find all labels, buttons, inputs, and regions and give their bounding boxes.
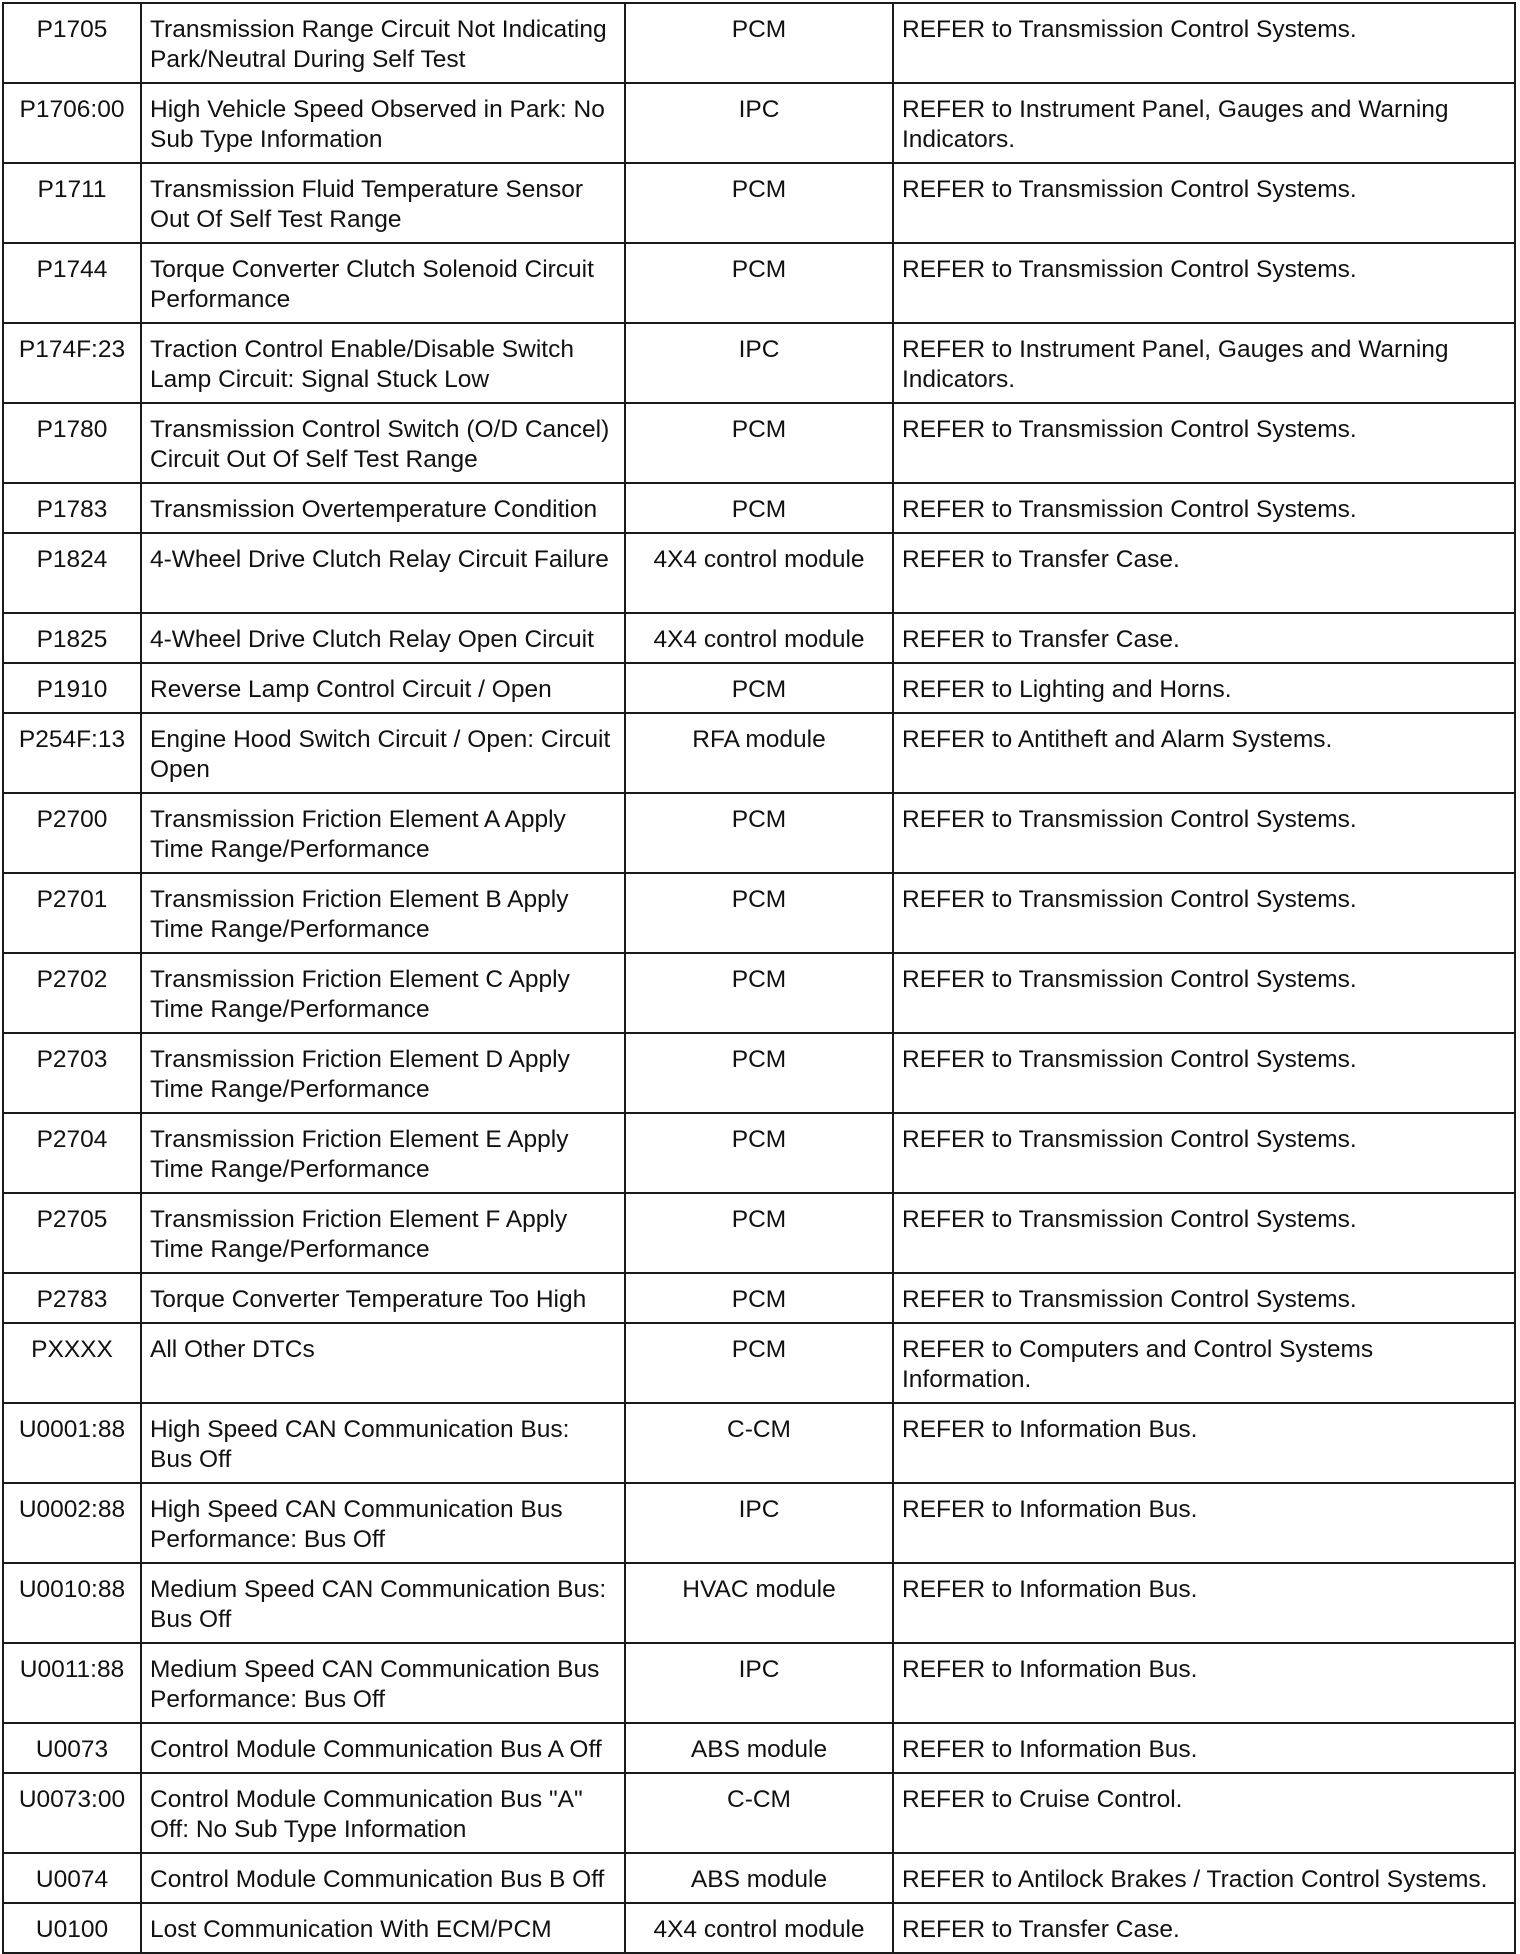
dtc-action-cell: REFER to Transfer Case. — [893, 613, 1515, 663]
dtc-module-cell: 4X4 control module — [625, 1903, 893, 1953]
table-row — [3, 403, 1515, 483]
dtc-action-cell: REFER to Transmission Control Systems. — [893, 483, 1515, 533]
dtc-action-cell: REFER to Information Bus. — [893, 1643, 1515, 1723]
dtc-description-cell: Transmission Fluid Temperature Sensor Out Of Self Test Range — [141, 163, 625, 243]
dtc-action-cell: REFER to Transmission Control Systems. — [893, 1273, 1515, 1323]
dtc-module-cell: PCM — [625, 403, 893, 483]
table-row — [3, 323, 1515, 403]
dtc-description-cell: Reverse Lamp Control Circuit / Open — [141, 663, 625, 713]
table-row — [3, 243, 1515, 323]
table-row — [3, 1323, 1515, 1403]
table-row — [3, 483, 1515, 533]
table-row — [3, 1193, 1515, 1273]
dtc-code-cell: U0100 — [3, 1903, 141, 1953]
dtc-module-cell: IPC — [625, 83, 893, 163]
table-row — [3, 3, 1515, 83]
dtc-module-cell: C-CM — [625, 1773, 893, 1853]
dtc-code-cell: P1711 — [3, 163, 141, 243]
dtc-code-cell: P2702 — [3, 953, 141, 1033]
table-row — [3, 953, 1515, 1033]
table-row — [3, 1643, 1515, 1723]
dtc-description-cell: Engine Hood Switch Circuit / Open: Circuit Open — [141, 713, 625, 793]
dtc-code-cell: P2701 — [3, 873, 141, 953]
dtc-action-cell: REFER to Information Bus. — [893, 1563, 1515, 1643]
dtc-action-cell: REFER to Information Bus. — [893, 1723, 1515, 1773]
dtc-code-cell: P1780 — [3, 403, 141, 483]
dtc-action-cell: REFER to Transmission Control Systems. — [893, 873, 1515, 953]
dtc-code-cell: P1705 — [3, 3, 141, 83]
dtc-module-cell: ABS module — [625, 1853, 893, 1903]
dtc-code-cell: P1824 — [3, 533, 141, 613]
dtc-module-cell: C-CM — [625, 1403, 893, 1483]
dtc-description-cell: High Speed CAN Communication Bus Performance: Bus Off — [141, 1483, 625, 1563]
dtc-description-cell: Transmission Control Switch (O/D Cancel) Circuit Out Of Self Test Range — [141, 403, 625, 483]
dtc-module-cell: PCM — [625, 1113, 893, 1193]
dtc-module-cell: 4X4 control module — [625, 613, 893, 663]
dtc-description-cell: Transmission Overtemperature Condition — [141, 483, 625, 533]
dtc-code-cell: P1825 — [3, 613, 141, 663]
dtc-code-cell: P2700 — [3, 793, 141, 873]
dtc-module-cell: PCM — [625, 243, 893, 323]
dtc-module-cell: ABS module — [625, 1723, 893, 1773]
dtc-code-cell: P1783 — [3, 483, 141, 533]
dtc-description-cell: Lost Communication With ECM/PCM — [141, 1903, 625, 1953]
table-row — [3, 1273, 1515, 1323]
dtc-description-cell: Transmission Friction Element D Apply Time Range/Performance — [141, 1033, 625, 1113]
dtc-description-cell: Medium Speed CAN Communication Bus Performance: Bus Off — [141, 1643, 625, 1723]
dtc-action-cell: REFER to Transmission Control Systems. — [893, 1113, 1515, 1193]
dtc-module-cell: IPC — [625, 1483, 893, 1563]
dtc-code-cell: P2783 — [3, 1273, 141, 1323]
dtc-code-cell: U0074 — [3, 1853, 141, 1903]
dtc-module-cell: PCM — [625, 163, 893, 243]
dtc-action-cell: REFER to Transmission Control Systems. — [893, 953, 1515, 1033]
dtc-module-cell: PCM — [625, 1033, 893, 1113]
dtc-action-cell: REFER to Transmission Control Systems. — [893, 793, 1515, 873]
dtc-module-cell: PCM — [625, 1323, 893, 1403]
table-row — [3, 83, 1515, 163]
dtc-action-cell: REFER to Transfer Case. — [893, 533, 1515, 613]
dtc-code-cell: P174F:23 — [3, 323, 141, 403]
dtc-description-cell: Traction Control Enable/Disable Switch Lamp Circuit: Signal Stuck Low — [141, 323, 625, 403]
table-row — [3, 1723, 1515, 1773]
dtc-description-cell: Control Module Communication Bus "A" Off: No Sub Type Information — [141, 1773, 625, 1853]
dtc-module-cell: RFA module — [625, 713, 893, 793]
dtc-code-cell: U0073 — [3, 1723, 141, 1773]
dtc-module-cell: PCM — [625, 1193, 893, 1273]
dtc-action-cell: REFER to Transmission Control Systems. — [893, 163, 1515, 243]
dtc-description-cell: High Speed CAN Communication Bus: Bus Off — [141, 1403, 625, 1483]
dtc-action-cell: REFER to Lighting and Horns. — [893, 663, 1515, 713]
dtc-action-cell: REFER to Transmission Control Systems. — [893, 1033, 1515, 1113]
dtc-action-cell: REFER to Cruise Control. — [893, 1773, 1515, 1853]
dtc-action-cell: REFER to Transmission Control Systems. — [893, 403, 1515, 483]
dtc-action-cell: REFER to Antitheft and Alarm Systems. — [893, 713, 1515, 793]
table-row — [3, 873, 1515, 953]
table-row — [3, 613, 1515, 663]
dtc-description-cell: Transmission Friction Element E Apply Time Range/Performance — [141, 1113, 625, 1193]
dtc-code-cell: P1910 — [3, 663, 141, 713]
table-row — [3, 1773, 1515, 1853]
dtc-code-cell: U0011:88 — [3, 1643, 141, 1723]
dtc-action-cell: REFER to Antilock Brakes / Traction Control Systems. — [893, 1853, 1515, 1903]
dtc-description-cell: Torque Converter Temperature Too High — [141, 1273, 625, 1323]
dtc-code-cell: PXXXX — [3, 1323, 141, 1403]
dtc-description-cell: All Other DTCs — [141, 1323, 625, 1403]
dtc-module-cell: PCM — [625, 1273, 893, 1323]
table-row — [3, 793, 1515, 873]
dtc-code-cell: P2705 — [3, 1193, 141, 1273]
dtc-code-cell: P1744 — [3, 243, 141, 323]
table-row — [3, 1853, 1515, 1903]
table-row — [3, 1903, 1515, 1953]
dtc-action-cell: REFER to Information Bus. — [893, 1403, 1515, 1483]
dtc-description-cell: Medium Speed CAN Communication Bus: Bus Off — [141, 1563, 625, 1643]
dtc-module-cell: 4X4 control module — [625, 533, 893, 613]
dtc-description-cell: High Vehicle Speed Observed in Park: No Sub Type Information — [141, 83, 625, 163]
dtc-module-cell: PCM — [625, 663, 893, 713]
dtc-action-cell: REFER to Computers and Control Systems Information. — [893, 1323, 1515, 1403]
dtc-module-cell: PCM — [625, 793, 893, 873]
dtc-code-cell: P2704 — [3, 1113, 141, 1193]
dtc-description-cell: 4-Wheel Drive Clutch Relay Open Circuit — [141, 613, 625, 663]
dtc-code-cell: U0002:88 — [3, 1483, 141, 1563]
dtc-description-cell: Control Module Communication Bus B Off — [141, 1853, 625, 1903]
dtc-action-cell: REFER to Transmission Control Systems. — [893, 1193, 1515, 1273]
dtc-description-cell: Torque Converter Clutch Solenoid Circuit Performance — [141, 243, 625, 323]
dtc-action-cell: REFER to Information Bus. — [893, 1483, 1515, 1563]
table-row — [3, 1563, 1515, 1643]
dtc-code-cell: U0073:00 — [3, 1773, 141, 1853]
dtc-description-cell: Control Module Communication Bus A Off — [141, 1723, 625, 1773]
dtc-code-cell: P254F:13 — [3, 713, 141, 793]
dtc-table-body — [3, 3, 1515, 1953]
dtc-description-cell: Transmission Friction Element B Apply Time Range/Performance — [141, 873, 625, 953]
dtc-module-cell: PCM — [625, 3, 893, 83]
dtc-action-cell: REFER to Instrument Panel, Gauges and Warning Indicators. — [893, 323, 1515, 403]
dtc-action-cell: REFER to Transfer Case. — [893, 1903, 1515, 1953]
table-row — [3, 533, 1515, 613]
dtc-module-cell: PCM — [625, 483, 893, 533]
dtc-action-cell: REFER to Transmission Control Systems. — [893, 243, 1515, 323]
dtc-code-cell: U0010:88 — [3, 1563, 141, 1643]
dtc-code-cell: P1706:00 — [3, 83, 141, 163]
table-row — [3, 1113, 1515, 1193]
table-row — [3, 713, 1515, 793]
dtc-module-cell: PCM — [625, 873, 893, 953]
dtc-module-cell: HVAC module — [625, 1563, 893, 1643]
dtc-description-cell: 4-Wheel Drive Clutch Relay Circuit Failure — [141, 533, 625, 613]
table-row — [3, 1483, 1515, 1563]
dtc-module-cell: IPC — [625, 323, 893, 403]
table-row — [3, 1403, 1515, 1483]
dtc-description-cell: Transmission Friction Element A Apply Time Range/Performance — [141, 793, 625, 873]
dtc-module-cell: PCM — [625, 953, 893, 1033]
dtc-module-cell: IPC — [625, 1643, 893, 1723]
dtc-description-cell: Transmission Friction Element F Apply Time Range/Performance — [141, 1193, 625, 1273]
table-row — [3, 163, 1515, 243]
dtc-action-cell: REFER to Transmission Control Systems. — [893, 3, 1515, 83]
dtc-action-cell: REFER to Instrument Panel, Gauges and Warning Indicators. — [893, 83, 1515, 163]
dtc-description-cell: Transmission Friction Element C Apply Time Range/Performance — [141, 953, 625, 1033]
dtc-code-cell: U0001:88 — [3, 1403, 141, 1483]
table-row — [3, 1033, 1515, 1113]
dtc-description-cell: Transmission Range Circuit Not Indicating Park/Neutral During Self Test — [141, 3, 625, 83]
dtc-code-cell: P2703 — [3, 1033, 141, 1113]
table-row — [3, 663, 1515, 713]
dtc-table — [2, 2, 1516, 1954]
